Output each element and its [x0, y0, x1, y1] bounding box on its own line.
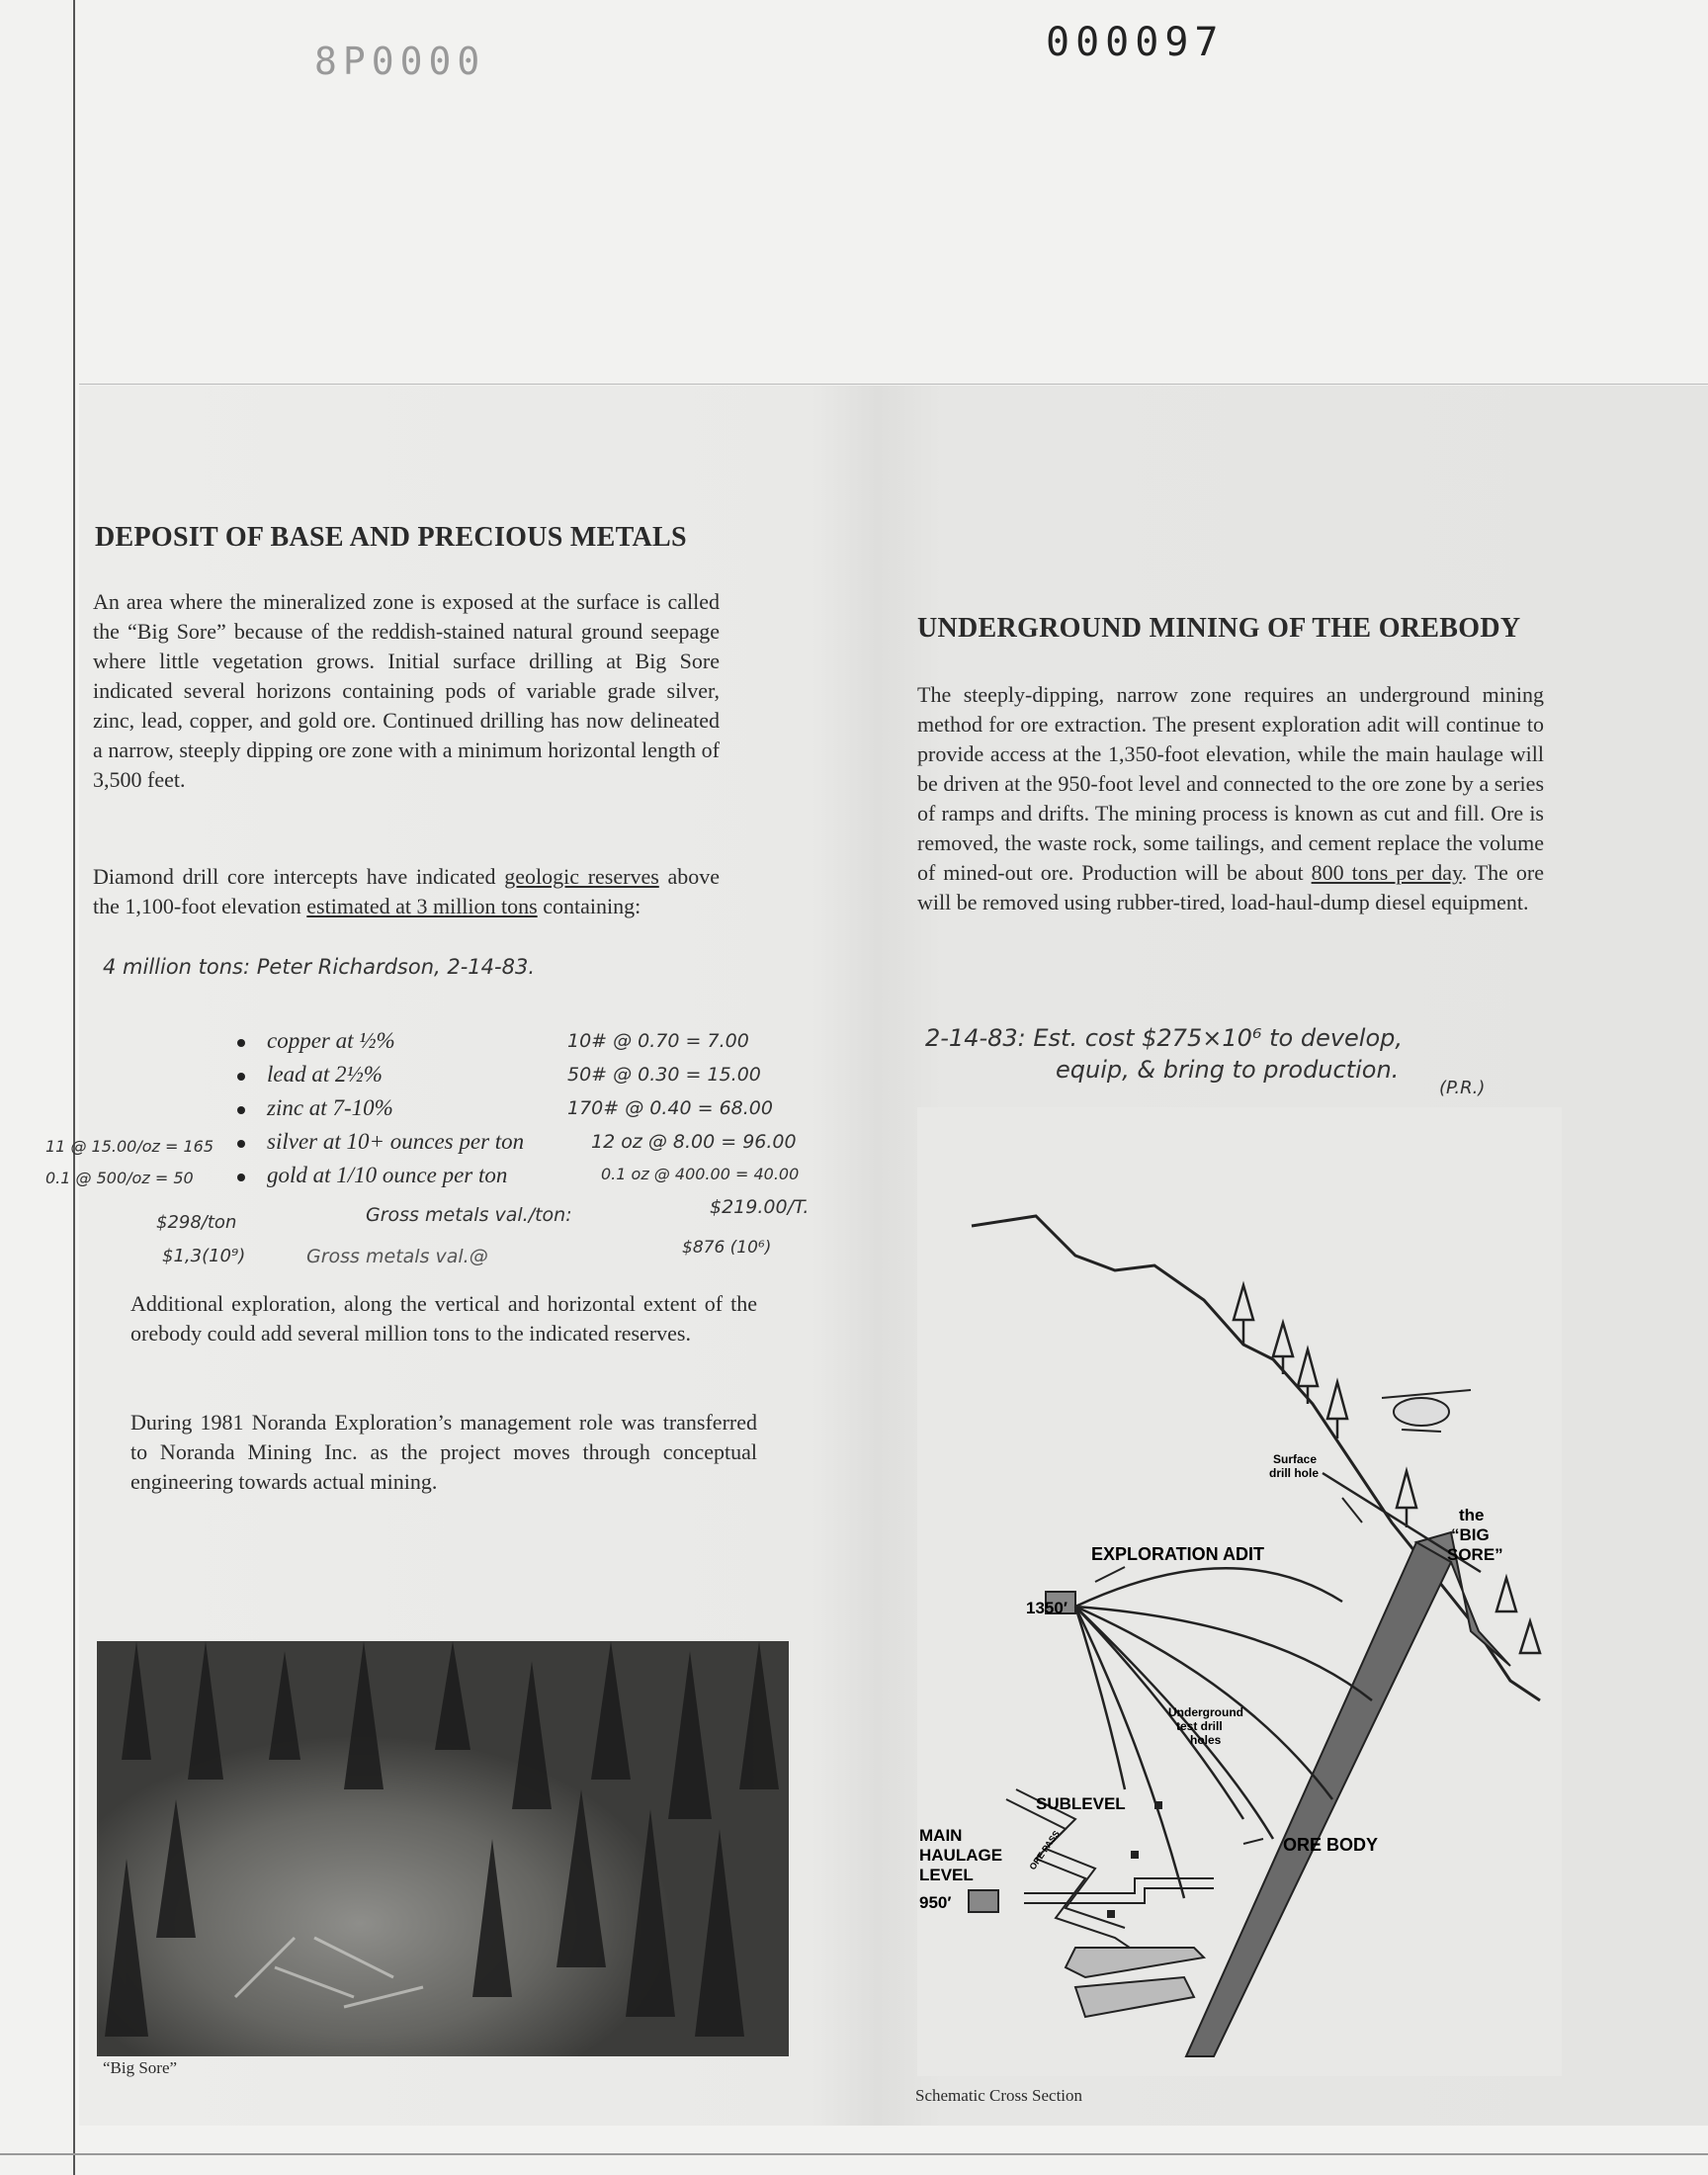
- label-surface-drill-hole: Surface drill hole: [1269, 1452, 1320, 1480]
- handwritten-cost-note-1: 2-14-83: Est. cost $275×10⁶ to develop,: [925, 1024, 1404, 1052]
- p-text-a: The steeply-dipping, narrow zone requires an underground mining method for ore extraction. The present exploration adit will continue to provide access at the 1,350-foot elevation, while the main haulage will be driven at the 950-foot level and connected to the ore zone by a series of ramps and drifts. The mining process is known as cut and fill. Ore is removed, the waste rock, some tailings, and cement replace the volume of mined-out ore. Production will be about: [917, 682, 1544, 885]
- big-sore-photo: [97, 1641, 789, 2056]
- bullet-icon: [237, 1106, 245, 1114]
- right-paragraph-1: [917, 680, 1544, 917]
- right-heading: UNDERGROUND MINING OF THE OREBODY: [917, 613, 1521, 644]
- label-ore-body: ORE BODY: [1283, 1835, 1379, 1855]
- list-item: gold at 1/10 ounce per ton: [237, 1163, 593, 1196]
- handwritten-gross2-label: Gross metals val.@: [306, 1246, 488, 1267]
- handwritten-gross-label: Gross metals val./ton:: [366, 1204, 572, 1226]
- p2-underline-reserves: geologic reserves: [504, 864, 659, 889]
- cross-section-diagram: [917, 1107, 1562, 2076]
- label-exploration-adit: EXPLORATION ADIT: [1091, 1544, 1264, 1564]
- handwritten-total2-left: $1,3(10⁹): [162, 1246, 246, 1266]
- photo-caption: “Big Sore”: [103, 2058, 178, 2077]
- page-edge: [73, 0, 75, 2175]
- label-elevation-1350: 1350′: [1026, 1599, 1068, 1617]
- handwritten-calc-lead: 50# @ 0.30 = 15.00: [567, 1064, 761, 1086]
- list-item: copper at ½%: [237, 1028, 593, 1062]
- handwritten-gross-value: $219.00/T.: [710, 1196, 810, 1218]
- left-paragraph-3: Additional exploration, along the vertical and horizontal extent of the orebody could add several million tons to the indicated reserves.: [130, 1291, 757, 1346]
- diagram-caption: Schematic Cross Section: [915, 2086, 1083, 2105]
- p2-text-a: Diamond drill core intercepts have indicated: [93, 864, 505, 889]
- label-ore-pass: ORE PASS: [1027, 1828, 1062, 1872]
- p2-underline-estimate: estimated at 3 million tons: [306, 894, 538, 918]
- bottom-edge: [0, 2153, 1708, 2155]
- label-main-haulage-level: MAIN HAULAGE LEVEL: [919, 1826, 1003, 1884]
- bullet-icon: [237, 1073, 245, 1081]
- handwritten-margin-gold: 0.1 @ 500/oz = 50: [45, 1169, 194, 1187]
- handwritten-calc-zinc: 170# @ 0.40 = 68.00: [567, 1097, 773, 1119]
- handwritten-calc-gold: 0.1 oz @ 400.00 = 40.00: [601, 1165, 800, 1183]
- handwritten-total-left: $298/ton: [156, 1212, 237, 1233]
- handwritten-calc-copper: 10# @ 0.70 = 7.00: [567, 1030, 749, 1052]
- bullet-icon: [237, 1140, 245, 1148]
- left-paragraph-4: During 1981 Noranda Exploration’s management role was transferred to Noranda Mining Inc. as the project moves through conceptual engineering towards actual mining.: [130, 1410, 757, 1494]
- handwritten-cost-note-2: equip, & bring to production.: [1056, 1056, 1400, 1084]
- p-text-b: . The ore will be removed using rubber-tired, load-haul-dump diesel equipment.: [917, 860, 1544, 914]
- metal-grade-list: [237, 1028, 593, 1196]
- label-big-sore: the “BIG SORE”: [1447, 1506, 1503, 1564]
- handwritten-calc-silver: 12 oz @ 8.00 = 96.00: [591, 1131, 797, 1153]
- handwritten-cost-note-3: (P.R.): [1439, 1078, 1486, 1098]
- fold-line: [79, 384, 1708, 385]
- bates-stamp: 000097: [1046, 20, 1225, 65]
- label-test-drill-holes: Underground test drill holes: [1168, 1705, 1243, 1747]
- label-elevation-950: 950′: [919, 1893, 952, 1912]
- handwritten-gross2-value: $876 (10⁶): [682, 1238, 772, 1258]
- list-item: silver at 10+ ounces per ton: [237, 1129, 593, 1163]
- list-item: zinc at 7-10%: [237, 1095, 593, 1129]
- p2-text-b: above the 1,100-foot elevation: [93, 864, 721, 918]
- left-heading: DEPOSIT OF BASE AND PRECIOUS METALS: [95, 522, 687, 553]
- bullet-icon: [237, 1039, 245, 1047]
- list-item: lead at 2½%: [237, 1062, 593, 1095]
- p2-text-c: containing:: [537, 894, 641, 918]
- left-paragraph-1: An area where the mineralized zone is exposed at the surface is called the “Big Sore” because of the reddish-stained natural ground seepage where little vegetation grows. Initial surface drilling at Big Sore indicated several horizons containing pods of variable grade silver, zinc, lead, copper, and gold ore. Continued drilling has now delineated a narrow, steeply dipping ore zone with a minimum horizontal length of 3,500 feet.: [93, 589, 720, 792]
- left-paragraph-2: [93, 862, 720, 921]
- label-sublevel: SUBLEVEL: [1036, 1794, 1126, 1813]
- bullet-icon: [237, 1174, 245, 1181]
- p-underline-production: 800 tons per day: [1311, 860, 1462, 885]
- bates-stamp-faint: 8P0000: [314, 40, 486, 83]
- handwritten-reserve-note: 4 million tons: Peter Richardson, 2-14-83.: [103, 955, 535, 979]
- handwritten-margin-silver: 11 @ 15.00/oz = 165: [45, 1137, 214, 1156]
